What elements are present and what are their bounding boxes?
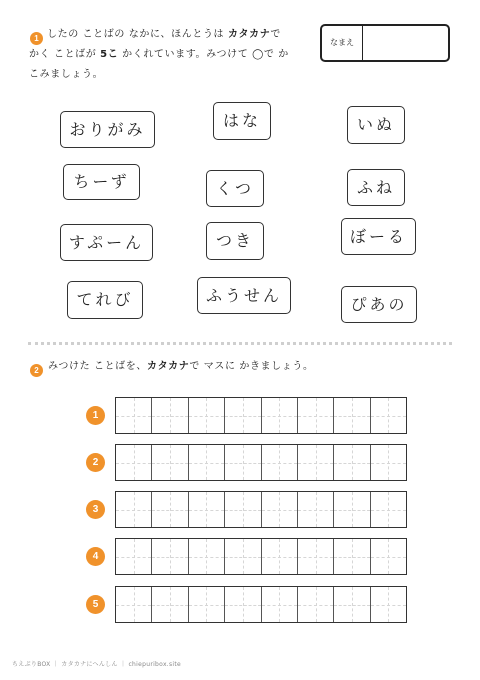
writing-grid-row[interactable] bbox=[115, 538, 407, 575]
grid-cell[interactable] bbox=[298, 445, 334, 480]
grid-cell[interactable] bbox=[225, 445, 261, 480]
word-card[interactable]: くつ bbox=[206, 170, 264, 207]
grid-cell[interactable] bbox=[262, 398, 298, 433]
grid-cell[interactable] bbox=[189, 492, 225, 527]
grid-cell[interactable] bbox=[152, 398, 188, 433]
grid-cell[interactable] bbox=[371, 492, 406, 527]
instruction-line-1 bbox=[47, 25, 317, 45]
word-card[interactable]: ぼーる bbox=[341, 218, 416, 255]
instruction-text: で bbox=[270, 29, 281, 40]
grid-cell[interactable] bbox=[298, 587, 334, 622]
grid-cell[interactable] bbox=[298, 539, 334, 574]
page-footer: ちえぷりBOX ｜ カタカナにへんしん ｜ chiepuribox.site bbox=[12, 661, 182, 668]
row-number-badge: 5 bbox=[86, 595, 105, 614]
grid-cell[interactable] bbox=[371, 587, 406, 622]
question-1-instruction bbox=[29, 25, 317, 85]
instruction-emphasis: カタカナ bbox=[227, 29, 271, 40]
word-card[interactable]: ぴあの bbox=[341, 286, 417, 323]
grid-cell[interactable] bbox=[262, 445, 298, 480]
grid-cell[interactable] bbox=[371, 445, 406, 480]
instruction-text: みつけた ことばを、 bbox=[48, 361, 147, 372]
grid-cell[interactable] bbox=[116, 492, 152, 527]
word-card[interactable]: ちーず bbox=[63, 164, 140, 200]
grid-cell[interactable] bbox=[116, 398, 152, 433]
question-1-badge: 1 bbox=[30, 32, 43, 45]
instruction-text: したの ことばの なかに、ほんとうは bbox=[47, 29, 228, 40]
word-card[interactable]: すぷーん bbox=[60, 224, 153, 261]
question-2-instruction bbox=[48, 357, 408, 377]
grid-cell[interactable] bbox=[152, 587, 188, 622]
grid-cell[interactable] bbox=[334, 445, 370, 480]
grid-cell[interactable] bbox=[116, 445, 152, 480]
grid-cell[interactable] bbox=[371, 539, 406, 574]
instruction-emphasis: 5こ bbox=[100, 49, 119, 60]
grid-cell[interactable] bbox=[371, 398, 406, 433]
grid-cell[interactable] bbox=[189, 445, 225, 480]
grid-cell[interactable] bbox=[116, 587, 152, 622]
grid-cell[interactable] bbox=[152, 539, 188, 574]
instruction-emphasis: カタカナ bbox=[146, 361, 190, 372]
section-divider bbox=[28, 342, 452, 345]
word-card[interactable]: はな bbox=[213, 102, 271, 140]
word-card[interactable]: ふうせん bbox=[197, 277, 291, 314]
grid-cell[interactable] bbox=[116, 539, 152, 574]
grid-cell[interactable] bbox=[225, 398, 261, 433]
instruction-text: で マスに かきましょう。 bbox=[189, 361, 314, 372]
row-number-badge: 3 bbox=[86, 500, 105, 519]
name-label: なまえ bbox=[322, 26, 363, 60]
instruction-text: かく ことばが bbox=[29, 49, 101, 60]
word-card[interactable]: つき bbox=[206, 222, 264, 260]
grid-cell[interactable] bbox=[334, 492, 370, 527]
grid-cell[interactable] bbox=[298, 398, 334, 433]
grid-cell[interactable] bbox=[334, 398, 370, 433]
grid-cell[interactable] bbox=[225, 492, 261, 527]
word-card[interactable]: てれび bbox=[67, 281, 143, 319]
grid-cell[interactable] bbox=[262, 539, 298, 574]
writing-grid-row[interactable] bbox=[115, 491, 407, 528]
word-card[interactable]: ふね bbox=[347, 169, 405, 206]
instruction-text: かくれています。みつけて ◯で か bbox=[118, 49, 289, 60]
row-number-badge: 2 bbox=[86, 453, 105, 472]
grid-cell[interactable] bbox=[334, 539, 370, 574]
name-input-area[interactable] bbox=[363, 26, 448, 60]
row-number-badge: 4 bbox=[86, 547, 105, 566]
grid-cell[interactable] bbox=[334, 587, 370, 622]
writing-grid-row[interactable] bbox=[115, 586, 407, 623]
grid-cell[interactable] bbox=[152, 445, 188, 480]
row-number-badge: 1 bbox=[86, 406, 105, 425]
writing-grid-row[interactable] bbox=[115, 397, 407, 434]
grid-cell[interactable] bbox=[262, 587, 298, 622]
question-2-badge: 2 bbox=[30, 364, 43, 377]
grid-cell[interactable] bbox=[189, 398, 225, 433]
grid-cell[interactable] bbox=[262, 492, 298, 527]
word-card[interactable]: おりがみ bbox=[60, 111, 155, 148]
writing-grid-row[interactable] bbox=[115, 444, 407, 481]
name-box bbox=[320, 24, 450, 62]
grid-cell[interactable] bbox=[225, 539, 261, 574]
grid-cell[interactable] bbox=[152, 492, 188, 527]
grid-cell[interactable] bbox=[298, 492, 334, 527]
grid-cell[interactable] bbox=[189, 539, 225, 574]
grid-cell[interactable] bbox=[225, 587, 261, 622]
instruction-line-3: こみましょう。 bbox=[29, 69, 104, 80]
word-card[interactable]: いぬ bbox=[347, 106, 405, 144]
grid-cell[interactable] bbox=[189, 587, 225, 622]
instruction-line-2 bbox=[29, 45, 317, 65]
